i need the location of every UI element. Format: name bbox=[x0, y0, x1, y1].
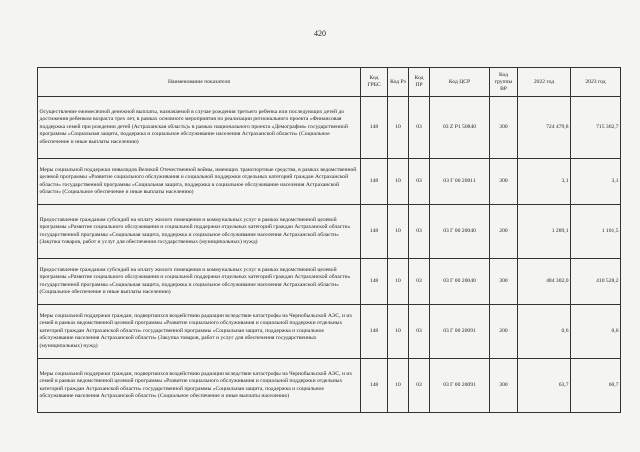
row-rz: 10 bbox=[388, 97, 409, 159]
row-amount-2022: 724 479,8 bbox=[518, 97, 571, 159]
row-description: Предоставление гражданам субсидий на оплату жилого помещения и коммунальных услуг в рамках ведомственной целевой программы «Развитие социального обслуживания и социальной поддержки отдельных категорий граждан Астраханской области» государственной программы «Социальная защита, поддержка и социальное обслуживание населения Астраханской области» (Социальное обеспечение и иные выплаты населению) bbox=[38, 259, 361, 305]
row-pr: 03 bbox=[409, 97, 430, 159]
row-csr: 03 Г 00 20011 bbox=[430, 159, 490, 205]
row-vr: 300 bbox=[490, 359, 518, 413]
row-amount-2022: 0,6 bbox=[518, 305, 571, 359]
row-amount-2022: 1 289,1 bbox=[518, 205, 571, 259]
row-description: Меры социальной поддержки граждан, подвергшихся воздействию радиации вследствие катастрофы на Чернобыльской АЭС, и их семей в рамках ведомственной целевой программы «Развитие социального обслуживания и социальной поддержки отдельных категорий граждан Астраханской области» государственной программы «Социальная защита, поддержка и социальное обслуживание населения Астраханской области» (Социальное обеспечение и иные выплаты населению) bbox=[38, 359, 361, 413]
row-grbs: 148 bbox=[361, 259, 388, 305]
table-header-row bbox=[38, 68, 621, 97]
table-row bbox=[38, 205, 621, 259]
row-vr: 300 bbox=[490, 259, 518, 305]
header-2022: 2022 год bbox=[518, 68, 571, 97]
row-rz: 10 bbox=[388, 305, 409, 359]
row-grbs: 148 bbox=[361, 97, 388, 159]
row-amount-2023: 60,7 bbox=[571, 359, 621, 413]
row-grbs: 148 bbox=[361, 359, 388, 413]
row-rz: 10 bbox=[388, 205, 409, 259]
row-pr: 03 bbox=[409, 205, 430, 259]
row-vr: 300 bbox=[490, 159, 518, 205]
table-row bbox=[38, 305, 621, 359]
header-grbs: Код ГРБС bbox=[361, 68, 388, 97]
row-vr: 200 bbox=[490, 305, 518, 359]
row-csr: 03 Z P1 50840 bbox=[430, 97, 490, 159]
row-amount-2022: 63,7 bbox=[518, 359, 571, 413]
row-rz: 10 bbox=[388, 159, 409, 205]
table-row bbox=[38, 359, 621, 413]
header-2023: 2023 год bbox=[571, 68, 621, 97]
row-grbs: 148 bbox=[361, 205, 388, 259]
row-grbs: 148 bbox=[361, 305, 388, 359]
row-csr: 03 Г 00 20091 bbox=[430, 359, 490, 413]
table-row bbox=[38, 259, 621, 305]
row-amount-2022: 484 302,0 bbox=[518, 259, 571, 305]
row-description: Предоставление гражданам субсидий на оплату жилого помещения и коммунальных услуг в рамках ведомственной целевой программы «Развитие социального обслуживания и социальной поддержки отдельных категорий граждан Астраханской области» государственной программы «Социальная защита, поддержка и социальное обслуживание населения Астраханской области» (Закупка товаров, работ и услуг для обеспечения государственных (муниципальных) нужд) bbox=[38, 205, 361, 259]
header-rz: Код Рз bbox=[388, 68, 409, 97]
header-name: Наименование показателя bbox=[38, 68, 361, 97]
page-number: 420 bbox=[314, 29, 326, 38]
row-amount-2023: 0,6 bbox=[571, 305, 621, 359]
header-vr: Код группы ВР bbox=[490, 68, 518, 97]
row-pr: 03 bbox=[409, 259, 430, 305]
row-amount-2023: 3,1 bbox=[571, 159, 621, 205]
header-csr: Код ЦСР bbox=[430, 68, 490, 97]
row-description: Меры социальной поддержки инвалидов Великой Отечественной войны, имеющих транспортные средства, в рамках ведомственной целевой программы «Развитие социального обслуживания и социальной поддержки отдельных категорий граждан Астраханской области» государственной программы «Социальная защита, поддержка и социальное обслуживание населения Астраханской области» (Социальное обеспечение и иные выплаты населению) bbox=[38, 159, 361, 205]
budget-table bbox=[37, 67, 621, 413]
row-pr: 03 bbox=[409, 359, 430, 413]
row-amount-2022: 3,1 bbox=[518, 159, 571, 205]
row-rz: 10 bbox=[388, 259, 409, 305]
table-row bbox=[38, 97, 621, 159]
row-vr: 300 bbox=[490, 97, 518, 159]
table-row bbox=[38, 159, 621, 205]
row-amount-2023: 1 101,5 bbox=[571, 205, 621, 259]
row-vr: 200 bbox=[490, 205, 518, 259]
row-csr: 03 Г 00 20040 bbox=[430, 259, 490, 305]
row-pr: 03 bbox=[409, 159, 430, 205]
row-grbs: 148 bbox=[361, 159, 388, 205]
row-description: Меры социальной поддержки граждан, подвергшихся воздействию радиации вследствие катастрофы на Чернобыльской АЭС, и их семей в рамках ведомственной целевой программы «Развитие социального обслуживания и социальной поддержки отдельных категорий граждан Астраханской области» государственной программы «Социальная защита, поддержка и социальное обслуживание населения Астраханской области» (Закупка товаров, работ и услуг для обеспечения государственных (муниципальных) нужд) bbox=[38, 305, 361, 359]
header-pr: Код ПР bbox=[409, 68, 430, 97]
row-pr: 03 bbox=[409, 305, 430, 359]
row-amount-2023: 410 528,2 bbox=[571, 259, 621, 305]
row-amount-2023: 715 362,7 bbox=[571, 97, 621, 159]
row-csr: 03 Г 00 20091 bbox=[430, 305, 490, 359]
row-description: Осуществление ежемесячной денежной выплаты, назначаемой в случае рождения третьего ребенка или последующих детей до достижения ребенком возраста трех лет, в рамках основного мероприятия по реализации регионального проекта «Финансовая поддержка семей при рождении детей (Астраханская область)» в рамках национального проекта «Демография» государственной программы «Социальная защита, поддержка и социальное обслуживание населения Астраханской области» (Социальное обеспечение и иные выплаты населению) bbox=[38, 97, 361, 159]
row-csr: 03 Г 00 20040 bbox=[430, 205, 490, 259]
row-rz: 10 bbox=[388, 359, 409, 413]
